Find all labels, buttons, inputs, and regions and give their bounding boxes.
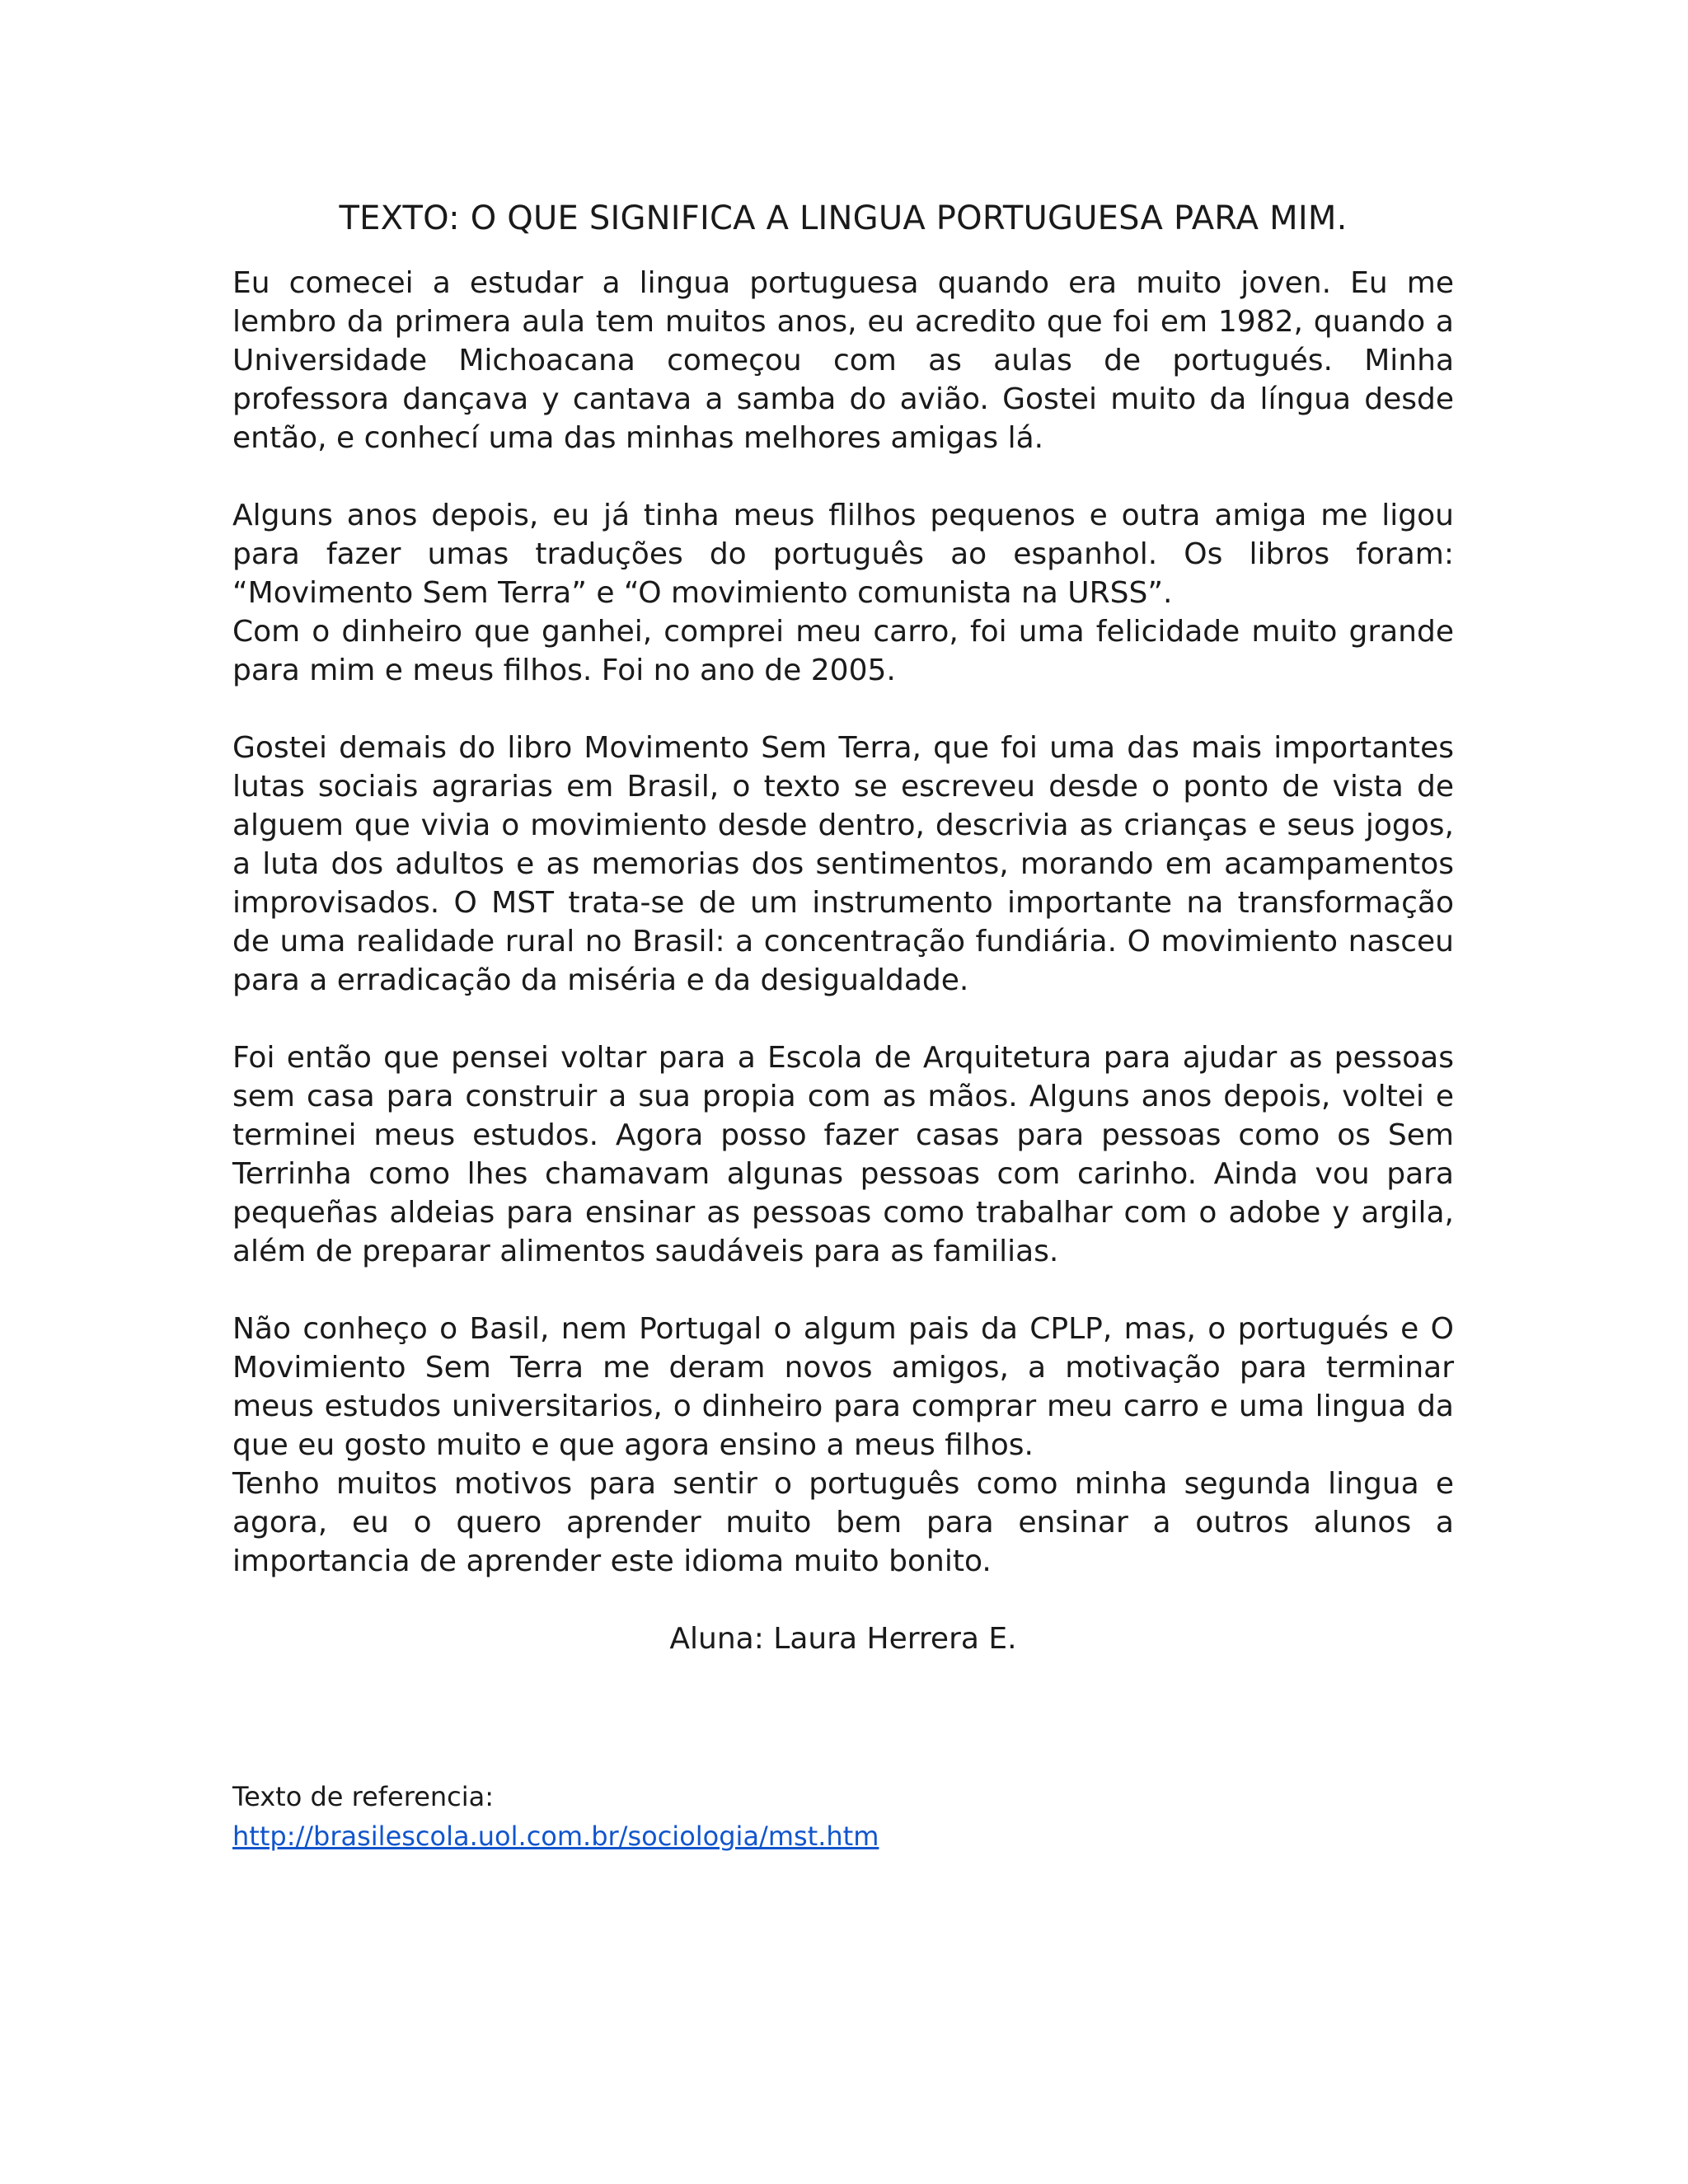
text-line: pequeñas aldeias para ensinar as pessoas como trabalhar com o adobe y argila, [232, 1196, 1454, 1230]
text-line: professora dançava y cantava a samba do avião. Gostei muito da língua desde [232, 382, 1454, 416]
text-line: Gostei demais do libro Movimento Sem Terra, que foi uma das mais importantes [232, 731, 1454, 765]
text-line: Eu comecei a estudar a lingua portuguesa quando era muito joven. Eu me [232, 266, 1454, 300]
text-line: Foi então que pensei voltar para a Escola de Arquitetura para ajudar as pessoas [232, 1041, 1454, 1075]
reference-label: Texto de referencia: [232, 1781, 495, 1812]
text-line: então, e conhecí uma das minhas melhores amigas lá. [232, 421, 1044, 455]
text-line: para fazer umas traduções do português ao espanhol. Os libros foram: [232, 537, 1454, 571]
paragraph-5 [232, 1310, 1454, 1581]
text-line: de uma realidade rural no Brasil: a concentração fundiária. O movimiento nasceu [232, 925, 1454, 958]
paragraph-1 [232, 264, 1454, 457]
text-line: lembro da primera aula tem muitos anos, eu acredito que foi em 1982, quando a [232, 305, 1454, 339]
paragraph-3 [232, 729, 1454, 1000]
text-line: Terrinha como lhes chamavam algunas pessoas com carinho. Ainda vou para [232, 1157, 1454, 1191]
document-body [232, 196, 1454, 1658]
text-line: Tenho muitos motivos para sentir o português como minha segunda lingua e [232, 1467, 1454, 1501]
text-line: “Movimento Sem Terra” e “O movimiento comunista na URSS”. [232, 576, 1173, 610]
text-line: Não conheço o Basil, nem Portugal o algum pais da CPLP, mas, o portugués e O [232, 1312, 1454, 1346]
text-line: Universidade Michoacana começou com as aulas de portugués. Minha [232, 344, 1454, 377]
text-line: para mim e meus filhos. Foi no ano de 2005. [232, 654, 896, 687]
text-line: sem casa para construir a sua propia com as mãos. Alguns anos depois, voltei e [232, 1080, 1454, 1113]
text-line: Com o dinheiro que ganhei, comprei meu carro, foi uma felicidade muito grande [232, 615, 1454, 649]
text-line: Movimiento Sem Terra me deram novos amigos, a motivação para terminar [232, 1351, 1454, 1385]
text-line: além de preparar alimentos saudáveis para as familias. [232, 1235, 1059, 1268]
text-line: lutas sociais agrarias em Brasil, o texto se escreveu desde o ponto de vista de [232, 770, 1454, 804]
text-line: terminei meus estudos. Agora posso fazer casas para pessoas como os Sem [232, 1118, 1454, 1152]
reference-block [232, 1777, 879, 1856]
signature: Aluna: Laura Herrera E. [669, 1622, 1017, 1656]
paragraph-2 [232, 496, 1454, 690]
text-line: a luta dos adultos e as memorias dos sentimentos, morando em acampamentos [232, 847, 1454, 881]
text-line: alguem que vivia o movimiento desde dentro, descrivia as crianças e seus jogos, [232, 808, 1454, 842]
text-line: importancia de aprender este idioma muito bonito. [232, 1544, 992, 1578]
reference-link[interactable]: http://brasilescola.uol.com.br/sociologia/mst.htm [232, 1821, 879, 1852]
paragraph-4 [232, 1038, 1454, 1271]
text-line: improvisados. O MST trata-se de um instrumento importante na transformação [232, 886, 1454, 920]
text-line: agora, eu o quero aprender muito bem para ensinar a outros alunos a [232, 1506, 1454, 1540]
text-line: Alguns anos depois, eu já tinha meus flilhos pequenos e outra amiga me ligou [232, 499, 1454, 532]
text-line: para a erradicação da miséria e da desigualdade. [232, 963, 969, 997]
text-line: meus estudos universitarios, o dinheiro para comprar meu carro e uma lingua da [232, 1390, 1454, 1423]
text-line: que eu gosto muito e que agora ensino a meus filhos. [232, 1428, 1034, 1462]
document-title: TEXTO: O QUE SIGNIFICA A LINGUA PORTUGUESA PARA MIM. [339, 199, 1348, 237]
